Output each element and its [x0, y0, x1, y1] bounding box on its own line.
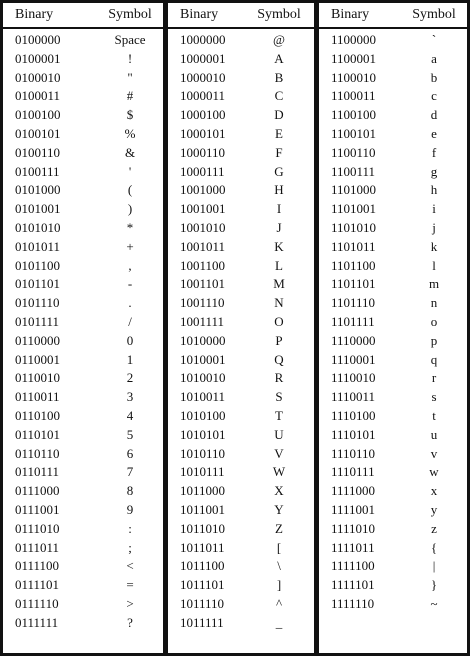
binary-code: 1100110	[331, 144, 376, 160]
symbol-value: o	[430, 314, 438, 329]
symbol-value: c	[431, 88, 437, 104]
binary-code: 0111011	[15, 539, 60, 555]
table-panel-3	[319, 3, 467, 653]
symbol-value: ]	[276, 577, 282, 593]
binary-code: 0100010	[15, 69, 61, 85]
symbol-value: u	[430, 426, 438, 442]
binary-code: 1010011	[180, 389, 226, 405]
table-row	[168, 313, 314, 331]
binary-code: 0110110	[15, 445, 60, 461]
binary-code: 0100000	[15, 32, 61, 47]
table-panel-2	[168, 3, 314, 653]
symbol-value: F	[275, 144, 283, 160]
binary-code: 1111000	[331, 483, 376, 499]
symbol-value: E	[275, 126, 283, 141]
binary-code: 1010110	[180, 445, 226, 461]
symbol-value: &	[124, 144, 136, 160]
symbol-value: |	[432, 558, 436, 574]
table-row	[319, 125, 467, 143]
symbol-value: 3	[126, 389, 134, 405]
binary-code: 1101010	[331, 220, 377, 235]
header-binary: Binary	[331, 7, 370, 22]
binary-code: 1111101	[331, 577, 375, 593]
binary-code: 0110100	[15, 408, 61, 423]
table-row	[319, 426, 467, 444]
symbol-value: '	[128, 163, 132, 179]
binary-code: 0111100	[15, 558, 60, 574]
table-row	[168, 463, 314, 481]
binary-code: 0101001	[15, 201, 61, 217]
binary-code: 1000100	[180, 107, 226, 123]
binary-code: 1010010	[180, 370, 226, 386]
symbol-value: X	[274, 483, 284, 499]
binary-code: 0100110	[15, 144, 61, 160]
table-row	[3, 520, 163, 538]
table-row	[3, 463, 163, 481]
table-row	[168, 407, 314, 425]
binary-code: 0111000	[15, 483, 60, 499]
symbol-value: w	[429, 464, 439, 480]
binary-code: 0101111	[15, 314, 60, 329]
table-row	[168, 388, 314, 406]
table-row	[168, 332, 314, 350]
symbol-value: +	[126, 238, 134, 254]
symbol-value: K	[274, 238, 284, 254]
table-row	[168, 539, 314, 557]
table-row	[3, 332, 163, 350]
symbol-value: 4	[126, 408, 134, 423]
symbol-value: k	[430, 238, 438, 254]
table-row	[168, 144, 314, 162]
table-row	[3, 87, 163, 105]
binary-code: 0111101	[15, 577, 60, 593]
table-row	[168, 181, 314, 199]
symbol-value: L	[275, 257, 283, 273]
symbol-value: h	[430, 182, 438, 198]
binary-code: 1100000	[331, 32, 377, 47]
symbol-value: }	[430, 577, 438, 593]
table-row	[319, 144, 467, 162]
symbol-value: D	[274, 107, 284, 123]
symbol-value: J	[276, 220, 282, 235]
table-row	[168, 163, 314, 181]
symbol-value: N	[274, 295, 284, 311]
table-row	[319, 539, 467, 557]
symbol-value: _	[275, 614, 283, 630]
table-header-row	[168, 3, 314, 29]
table-row	[3, 181, 163, 199]
binary-code: 1110100	[331, 408, 376, 423]
symbol-value: =	[126, 577, 134, 593]
symbol-value: !	[127, 50, 133, 66]
binary-code: 1110110	[331, 445, 376, 461]
binary-code: 1101110	[331, 295, 376, 311]
symbol-value: ;	[128, 539, 132, 555]
binary-code: 0110111	[15, 464, 60, 480]
table-row	[319, 407, 467, 425]
binary-code: 1001001	[180, 201, 226, 217]
binary-code: 1011111	[180, 614, 224, 630]
symbol-value: R	[274, 370, 284, 386]
table-row	[3, 501, 163, 519]
header-binary: Binary	[180, 7, 219, 22]
table-row	[319, 31, 467, 49]
symbol-value: r	[431, 370, 437, 386]
binary-code: 1100001	[331, 50, 377, 66]
table-row	[168, 445, 314, 463]
table-row	[168, 238, 314, 256]
binary-code: 1001011	[180, 238, 226, 254]
table-row	[168, 576, 314, 594]
symbol-value: g	[430, 163, 438, 179]
table-row	[168, 219, 314, 237]
binary-code: 0111110	[15, 596, 59, 611]
binary-code: 1010001	[180, 351, 226, 367]
binary-code: 1111001	[331, 502, 376, 517]
symbol-value: [	[276, 539, 282, 555]
binary-code: 1110101	[331, 426, 376, 442]
binary-code: 0100100	[15, 107, 61, 123]
binary-code: 0101101	[15, 276, 61, 292]
symbol-value: U	[274, 426, 284, 442]
symbol-value: 6	[126, 445, 134, 461]
table-row	[168, 557, 314, 575]
symbol-value: Z	[275, 520, 283, 536]
binary-code: 1000011	[180, 88, 226, 104]
table-row	[168, 426, 314, 444]
symbol-value: V	[274, 445, 284, 461]
table-row	[3, 614, 163, 632]
table-row	[319, 163, 467, 181]
binary-code: 0101010	[15, 220, 61, 235]
table-header-row	[3, 3, 163, 29]
symbol-value: $	[126, 107, 134, 123]
table-row	[168, 595, 314, 613]
table-row	[168, 31, 314, 49]
binary-code: 0111111	[15, 614, 59, 630]
symbol-value: 0	[126, 332, 134, 348]
symbol-value: x	[430, 483, 438, 499]
symbol-value: "	[127, 69, 133, 85]
binary-code: 1011101	[180, 577, 225, 593]
binary-code: 1001101	[180, 276, 226, 292]
symbol-value: v	[430, 445, 438, 461]
symbol-value: q	[430, 351, 438, 367]
binary-code: 1010100	[180, 408, 226, 423]
symbol-value: ^	[275, 596, 283, 611]
symbol-value: e	[431, 126, 437, 141]
binary-code: 1100100	[331, 107, 377, 123]
table-row	[168, 501, 314, 519]
symbol-value: 8	[126, 483, 134, 499]
binary-code: 1101011	[331, 238, 376, 254]
table-row	[319, 106, 467, 124]
symbol-value: >	[126, 596, 134, 611]
header-symbol: Symbol	[108, 7, 152, 22]
binary-code: 1000000	[180, 32, 226, 47]
symbol-value: `	[431, 32, 437, 47]
binary-code: 1011010	[180, 520, 226, 536]
symbol-value: f	[431, 144, 437, 160]
symbol-value: s	[431, 389, 437, 405]
binary-code: 0110001	[15, 351, 61, 367]
table-row	[3, 106, 163, 124]
table-row	[319, 576, 467, 594]
table-row	[3, 482, 163, 500]
symbol-value: Y	[274, 502, 284, 517]
binary-code: 0101000	[15, 182, 61, 198]
symbol-value: m	[428, 276, 440, 292]
symbol-value: -	[127, 276, 133, 292]
binary-code: 1011001	[180, 502, 226, 517]
table-row	[168, 50, 314, 68]
table-row	[168, 482, 314, 500]
table-row	[319, 69, 467, 87]
binary-code: 0100101	[15, 126, 61, 141]
symbol-value: C	[274, 88, 284, 104]
table-row	[3, 294, 163, 312]
symbol-value: z	[431, 520, 437, 536]
symbol-value: T	[275, 408, 283, 423]
table-row	[3, 369, 163, 387]
table-row	[168, 520, 314, 538]
binary-code: 0101011	[15, 238, 61, 254]
table-row	[168, 257, 314, 275]
symbol-value: G	[274, 163, 284, 179]
binary-code: 0100001	[15, 50, 61, 66]
symbol-value: %	[124, 126, 136, 141]
table-row	[319, 351, 467, 369]
table-row	[319, 332, 467, 350]
symbol-value: #	[126, 88, 134, 104]
binary-code: 1110111	[331, 464, 375, 480]
symbol-value: .	[128, 295, 132, 311]
table-row	[168, 87, 314, 105]
binary-code: 1101101	[331, 276, 376, 292]
symbol-value: <	[126, 558, 134, 574]
binary-code: 0111001	[15, 502, 60, 517]
binary-code: 0111010	[15, 520, 60, 536]
binary-code: 1011000	[180, 483, 226, 499]
table-row	[319, 463, 467, 481]
table-row	[319, 238, 467, 256]
binary-code: 1100010	[331, 69, 377, 85]
symbol-value: b	[430, 69, 438, 85]
table-row	[319, 557, 467, 575]
symbol-value: 5	[126, 426, 134, 442]
binary-code: 0110010	[15, 370, 61, 386]
table-row	[3, 144, 163, 162]
symbol-value: n	[430, 295, 438, 311]
symbol-value: )	[127, 201, 133, 217]
table-row	[3, 313, 163, 331]
table-row	[319, 482, 467, 500]
table-row	[168, 106, 314, 124]
symbol-value: :	[128, 520, 132, 536]
symbol-value: ,	[128, 257, 132, 273]
table-row	[319, 50, 467, 68]
symbol-value: \	[277, 558, 281, 574]
table-row	[319, 501, 467, 519]
table-row	[3, 595, 163, 613]
symbol-value: i	[432, 201, 436, 217]
binary-code: 1100111	[331, 163, 376, 179]
binary-code: 1001000	[180, 182, 226, 198]
binary-code: 1111100	[331, 558, 375, 574]
header-symbol: Symbol	[412, 7, 456, 22]
binary-code: 1000001	[180, 50, 226, 66]
table-row	[319, 257, 467, 275]
table-row	[168, 200, 314, 218]
table-row	[319, 219, 467, 237]
binary-code: 1100011	[331, 88, 376, 104]
symbol-value: P	[275, 332, 283, 348]
table-row	[3, 445, 163, 463]
binary-code: 0110011	[15, 389, 60, 405]
table-row	[168, 351, 314, 369]
binary-code: 1011011	[180, 539, 225, 555]
table-row	[3, 31, 163, 49]
table-row	[3, 426, 163, 444]
symbol-value: I	[276, 201, 282, 217]
symbol-value: Q	[274, 351, 284, 367]
binary-code: 1000110	[180, 144, 226, 160]
symbol-value: 2	[126, 370, 134, 386]
binary-code: 1010111	[180, 464, 225, 480]
table-row	[319, 87, 467, 105]
symbol-value: ?	[127, 614, 133, 630]
symbol-value: y	[430, 502, 438, 517]
table-row	[3, 275, 163, 293]
symbol-value: H	[274, 182, 284, 198]
table-row	[3, 50, 163, 68]
binary-code: 0110000	[15, 332, 61, 348]
binary-code: 1111011	[331, 539, 375, 555]
table-panel-1	[3, 3, 163, 653]
table-row	[3, 407, 163, 425]
binary-code: 1001100	[180, 257, 226, 273]
symbol-value: d	[430, 107, 438, 123]
table-row	[3, 69, 163, 87]
table-row	[3, 163, 163, 181]
table-row	[3, 219, 163, 237]
table-row	[3, 557, 163, 575]
table-row	[319, 181, 467, 199]
table-row	[3, 576, 163, 594]
symbol-value: 1	[126, 351, 134, 367]
table-row	[319, 200, 467, 218]
binary-code: 1111110	[331, 596, 375, 611]
binary-code: 1000111	[180, 163, 225, 179]
table-row	[319, 445, 467, 463]
binary-code: 1110001	[331, 351, 376, 367]
symbol-value: p	[430, 332, 438, 348]
table-row	[3, 238, 163, 256]
symbol-value: Space	[114, 32, 146, 47]
binary-code: 1011100	[180, 558, 225, 574]
table-row	[319, 388, 467, 406]
header-symbol: Symbol	[257, 7, 301, 22]
binary-code: 1110010	[331, 370, 376, 386]
symbol-value: M	[273, 276, 285, 292]
binary-code: 1000101	[180, 126, 226, 141]
symbol-value: 7	[126, 464, 134, 480]
table-row	[319, 369, 467, 387]
symbol-value: t	[432, 408, 436, 423]
table-row	[168, 69, 314, 87]
symbol-value: *	[126, 220, 134, 235]
table-row	[319, 595, 467, 613]
symbol-value: {	[430, 539, 438, 555]
table-row	[3, 200, 163, 218]
table-row	[168, 614, 314, 632]
symbol-value: 9	[126, 502, 134, 517]
binary-code: 1101100	[331, 257, 376, 273]
symbol-value: l	[432, 257, 436, 273]
binary-code: 1000010	[180, 69, 226, 85]
binary-code: 1110011	[331, 389, 376, 405]
symbol-value: j	[432, 220, 436, 235]
binary-code: 0101110	[15, 295, 60, 311]
table-row	[3, 257, 163, 275]
table-row	[168, 275, 314, 293]
table-row	[3, 351, 163, 369]
binary-code: 1010101	[180, 426, 226, 442]
binary-code: 1001010	[180, 220, 226, 235]
binary-code: 1010000	[180, 332, 226, 348]
table-row	[319, 520, 467, 538]
symbol-value: ~	[430, 596, 438, 611]
binary-code: 1011110	[180, 596, 225, 611]
table-row	[168, 125, 314, 143]
symbol-value: S	[275, 389, 283, 405]
table-row	[3, 125, 163, 143]
symbol-value: A	[274, 50, 284, 66]
binary-code: 0100011	[15, 88, 61, 104]
symbol-value: /	[128, 314, 132, 329]
binary-code: 1001110	[180, 295, 225, 311]
symbol-value: (	[127, 182, 133, 198]
binary-code: 0110101	[15, 426, 61, 442]
header-binary: Binary	[15, 7, 54, 22]
binary-code: 0101100	[15, 257, 61, 273]
symbol-value: a	[431, 50, 437, 66]
binary-code: 1101000	[331, 182, 377, 198]
binary-code: 1100101	[331, 126, 377, 141]
table-row	[319, 294, 467, 312]
table-row	[168, 369, 314, 387]
table-row	[319, 313, 467, 331]
symbol-value: W	[272, 464, 286, 480]
binary-code: 0100111	[15, 163, 60, 179]
symbol-value: O	[274, 314, 284, 329]
binary-code: 1101001	[331, 201, 377, 217]
symbol-value: @	[273, 32, 285, 47]
binary-code: 1110000	[331, 332, 376, 348]
binary-code: 1001111	[180, 314, 225, 329]
binary-code: 1111010	[331, 520, 376, 536]
table-row	[168, 294, 314, 312]
table-row	[3, 539, 163, 557]
symbol-value: B	[274, 69, 284, 85]
table-header-row	[319, 3, 467, 29]
table-row	[3, 388, 163, 406]
binary-code: 1101111	[331, 314, 375, 329]
table-row	[319, 275, 467, 293]
